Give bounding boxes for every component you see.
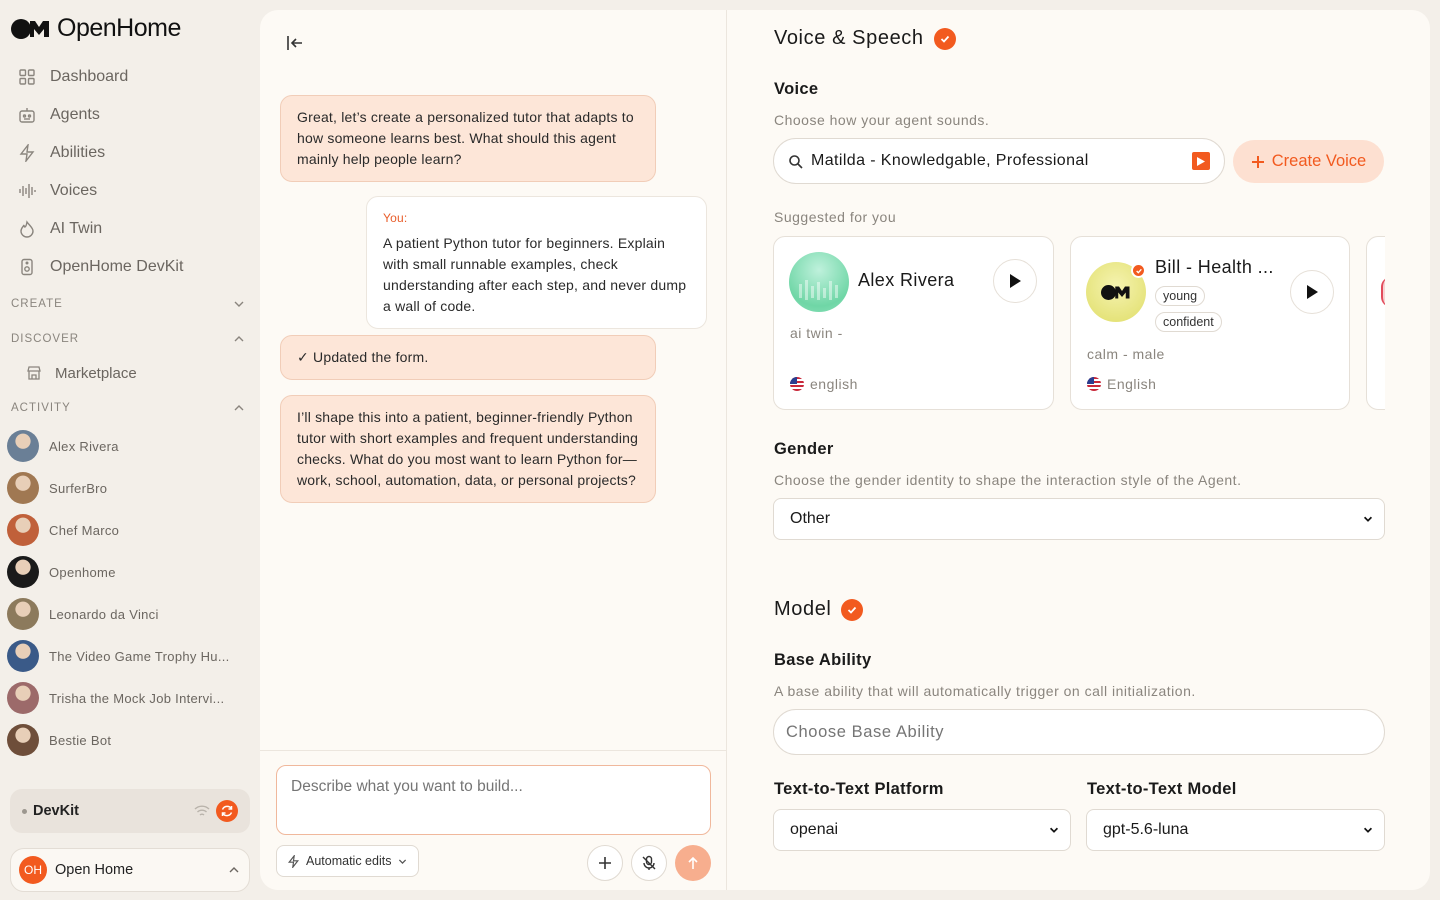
voice-search-input[interactable] [773,138,1225,184]
activity-name: Alex Rivera [49,438,119,454]
openhome-logo-icon [1101,285,1131,300]
activity-name: SurferBro [49,480,108,496]
section-title-text: Model [774,598,832,620]
section-create[interactable] [0,286,260,321]
chat-input[interactable] [276,765,711,835]
voice-description: Choose how your agent sounds. [774,112,990,128]
section-label: CREATE [11,297,63,310]
devkit-label: DevKit [33,803,79,819]
nav-abilities[interactable] [0,134,260,172]
play-voice-button[interactable] [993,259,1037,303]
voice-card[interactable] [1070,236,1350,410]
nav-label: Dashboard [50,68,129,85]
agent-message [280,395,656,503]
collapse-chat-button[interactable] [284,32,308,54]
nav-voices[interactable] [0,172,260,210]
plus-icon [1251,155,1265,169]
avatar [7,430,39,462]
model-section-title [774,598,863,621]
activity-name: Trisha the Mock Job Intervi... [49,690,225,706]
refresh-button[interactable] [216,800,238,822]
send-button[interactable] [675,845,711,881]
play-voice-button[interactable] [1290,270,1334,314]
agent-form [727,10,1430,890]
wifi-icon [194,804,210,818]
chevron-up-icon [232,401,246,415]
avatar [7,682,39,714]
nav-label: Voices [50,182,98,199]
check-icon [841,599,863,621]
status-dot [22,809,27,814]
nav-ai-twin[interactable] [0,210,260,248]
ttt-platform-select[interactable] [773,809,1071,851]
store-icon [26,365,42,381]
gender-description: Choose the gender identity to shape the interaction style of the Agent. [774,472,1242,488]
activity-item[interactable] [0,425,260,467]
us-flag-icon [790,377,804,391]
section-title-text: Voice & Speech [774,27,924,49]
openhome-logo-icon [11,19,51,39]
flame-icon [18,220,36,238]
voice-language [790,376,858,392]
gender-label: Gender [774,440,834,458]
activity-name: Openhome [49,564,116,580]
section-discover[interactable] [0,321,260,356]
language-text: English [1107,376,1157,392]
chevron-down-icon [232,297,246,311]
create-voice-button[interactable] [1233,140,1384,183]
activity-item[interactable] [0,635,260,677]
preview-voice-button[interactable] [1192,152,1210,170]
robot-icon [18,106,36,124]
activity-name: Leonardo da Vinci [49,606,159,622]
activity-item[interactable] [0,719,260,761]
play-icon [1009,274,1021,288]
suggested-label: Suggested for you [774,209,897,225]
activity-list [0,425,260,761]
ttt-platform-label: Text-to-Text Platform [774,780,944,798]
agent-message [280,335,656,380]
voice-card[interactable] [773,236,1054,410]
brand-name: OpenHome [57,14,181,42]
voice-name: Alex Rivera [858,270,955,290]
plus-icon [598,856,612,870]
nav-devkit[interactable] [0,248,260,286]
nav-label: OpenHome DevKit [50,258,184,275]
us-flag-icon [1087,377,1101,391]
activity-item[interactable] [0,467,260,509]
brand-logo[interactable] [11,14,181,43]
language-text: english [810,376,858,392]
avatar [7,598,39,630]
avatar [7,514,39,546]
activity-item[interactable] [0,677,260,719]
verified-icon [1131,263,1146,278]
avatar [7,556,39,588]
sidebar [0,0,260,900]
avatar [7,724,39,756]
chevron-down-icon [1362,824,1374,836]
collapse-left-icon [284,32,306,54]
ttt-model-label: Text-to-Text Model [1087,780,1237,798]
nav-label: AI Twin [50,220,103,237]
select-value: gpt-5.6-luna [1103,821,1189,838]
account-avatar: OH [19,856,47,884]
nav-dashboard[interactable] [0,58,260,96]
base-ability-input[interactable] [773,709,1385,755]
voice-value: Matilda - Knowledgable, Professional [811,152,1089,169]
message-text: ✓ Updated the form. [297,349,429,365]
play-icon [1197,157,1205,166]
base-ability-label: Base Ability [774,651,872,669]
chevron-up-icon [232,332,246,346]
agent-message [280,95,656,182]
chat-composer [260,750,727,890]
chevron-up-icon [227,863,241,877]
check-icon [934,28,956,50]
message-text: Great, let’s create a personalized tutor that adapts to how someone learns best. What should this agent mainly help people learn? [297,109,634,167]
gender-select[interactable] [773,498,1385,540]
bolt-icon [18,144,36,162]
account-menu[interactable] [10,848,250,892]
voice-language [1087,376,1156,392]
ttt-model-select[interactable] [1086,809,1385,851]
voice-label: Voice [774,80,819,98]
grid-icon [18,68,36,86]
activity-item[interactable] [0,551,260,593]
automatic-edits-dropdown[interactable] [276,845,419,877]
waveform-icon [18,182,36,200]
voice-section-title [774,27,956,50]
mic-button[interactable] [631,845,667,881]
activity-name: Bestie Bot [49,732,112,748]
main-nav [0,58,260,761]
activity-name: Chef Marco [49,522,120,538]
bolt-icon [287,855,300,868]
search-icon [788,154,803,169]
chevron-down-icon [1362,513,1374,525]
nav-label: Marketplace [55,364,137,382]
avatar [7,640,39,672]
section-activity[interactable] [0,390,260,425]
play-icon [1306,285,1318,299]
attach-button[interactable] [587,845,623,881]
voice-tag: young [1155,286,1205,306]
create-voice-label: Create Voice [1271,152,1367,170]
refresh-icon [220,804,234,818]
arrow-up-icon [686,856,700,870]
voice-tag: confident [1155,312,1222,332]
base-ability-description: A base ability that will automatically trigger on call initialization. [774,683,1196,699]
main-panel [260,10,1430,890]
voice-avatar [789,252,849,312]
message-text: I’ll shape this into a patient, beginner-friendly Python tutor with short examples and frequent understanding checks. What do you most want to learn Python for—work, school, automation, data, or personal projects? [297,409,639,488]
devkit-status[interactable] [10,789,250,833]
account-name: Open Home [55,862,134,878]
nav-marketplace[interactable] [0,356,260,390]
chat-panel [260,10,727,890]
card-fade [1385,230,1430,420]
user-message [366,196,707,329]
device-icon [18,258,36,276]
automatic-edits-label: Automatic edits [306,854,392,868]
activity-item[interactable] [0,509,260,551]
mic-off-icon [641,855,657,871]
section-label: DISCOVER [11,332,80,345]
message-text: A patient Python tutor for beginners. Explain with small runnable examples, check understanding after each step, and never dump a wall of code. [383,235,687,314]
section-label: ACTIVITY [11,401,71,414]
avatar [7,472,39,504]
select-value: Other [790,510,831,527]
voice-name: Bill - Health ... [1155,257,1274,277]
nav-label: Agents [50,106,100,123]
chevron-down-icon [1048,824,1060,836]
voice-meta: calm - male [1087,346,1165,362]
select-value: openai [790,821,839,838]
activity-item[interactable] [0,593,260,635]
activity-name: The Video Game Trophy Hu... [49,648,230,664]
speaker-label: You: [383,211,408,225]
nav-label: Abilities [50,144,106,161]
voice-meta: ai twin - [790,325,843,341]
chevron-down-icon [397,856,408,867]
nav-agents[interactable] [0,96,260,134]
